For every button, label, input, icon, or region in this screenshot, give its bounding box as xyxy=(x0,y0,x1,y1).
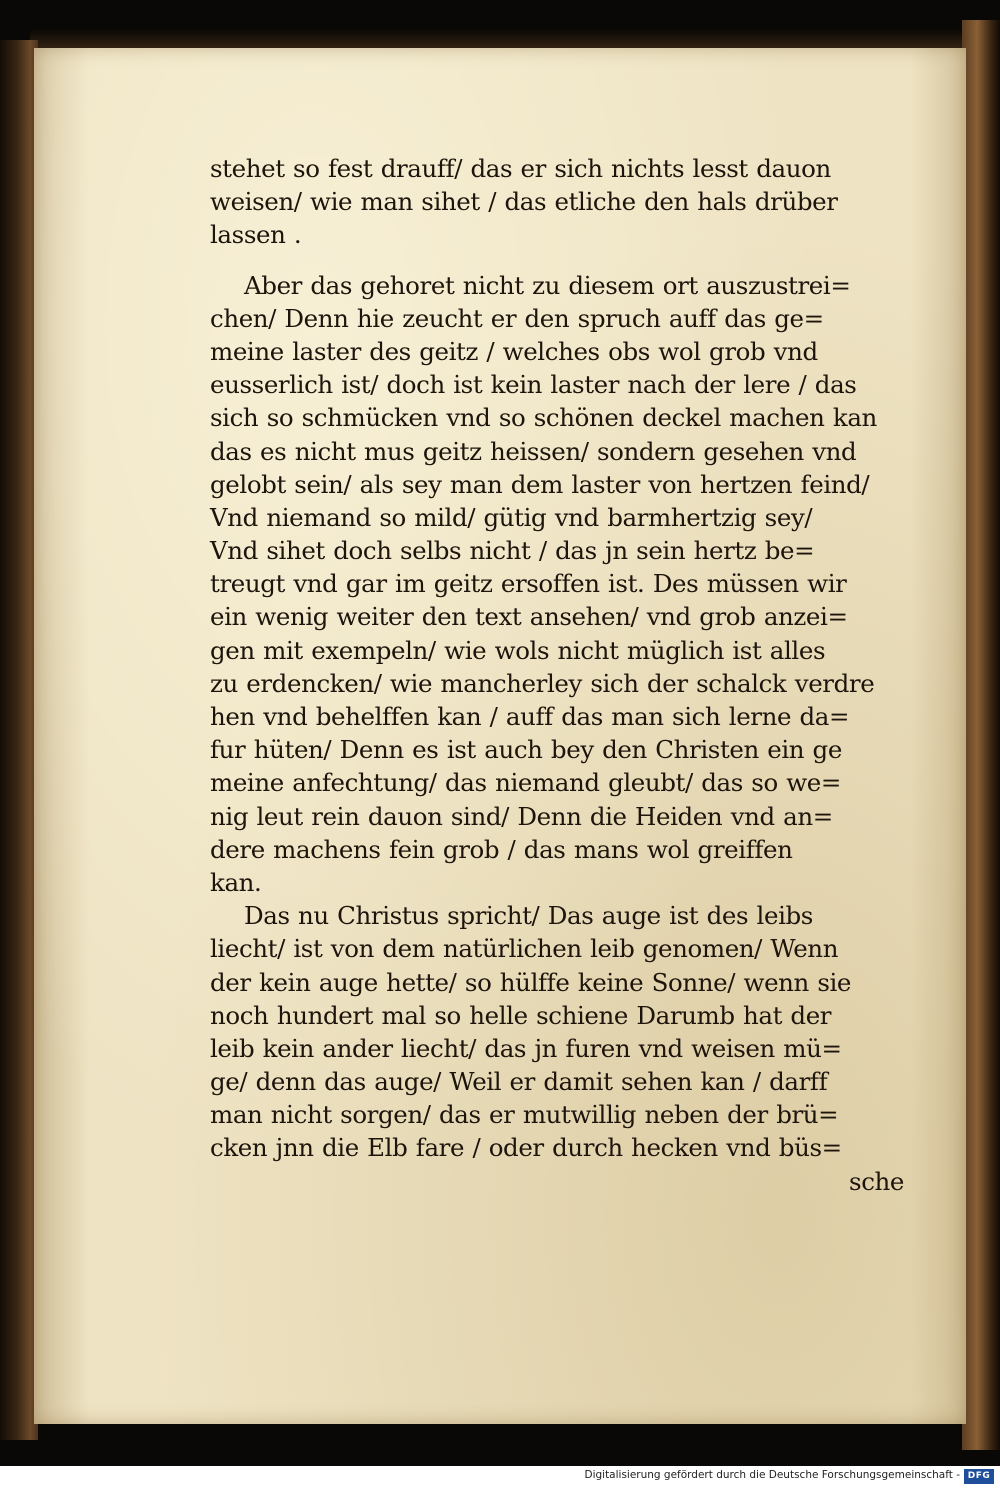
text-line: man nicht sorgen/ das er mutwillig neben der brü= xyxy=(210,1100,839,1130)
catchword: sche xyxy=(849,1166,904,1196)
text-line: der kein auge hette/ so hülffe keine Sonne/ wenn sie xyxy=(210,967,852,997)
book-cover-right-edge xyxy=(962,20,1000,1450)
text-line: nig leut rein dauon sind/ Denn die Heiden vnd an= xyxy=(210,801,833,831)
text-line: meine laster des geitz / welches obs wol grob vnd xyxy=(210,336,818,366)
text-line: cken jnn die Elb fare / oder durch hecken vnd büs= xyxy=(210,1133,842,1163)
text-line: zu erdencken/ wie mancherley sich der schalck verdre xyxy=(210,668,875,698)
dfg-logo-icon: DFG xyxy=(964,1469,994,1484)
text-line: ge/ denn das auge/ Weil er damit sehen kan / darff xyxy=(210,1067,828,1097)
text-line: lassen . xyxy=(210,220,302,250)
text-line: das es nicht mus geitz heissen/ sondern gesehen vnd xyxy=(210,436,857,466)
text-line: gen mit exempeln/ wie wols nicht müglich ist alles xyxy=(210,635,826,665)
text-line: sich so schmücken vnd so schönen deckel machen kan xyxy=(210,403,877,433)
text-line: ein wenig weiter den text ansehen/ vnd grob anzei= xyxy=(210,602,848,632)
text-line: noch hundert mal so helle schiene Darumb hat der xyxy=(210,1000,832,1030)
text-line: eusserlich ist/ doch ist kein laster nach der lere / das xyxy=(210,370,857,400)
text-line: Vnd sihet doch selbs nicht / das jn sein hertz be= xyxy=(210,536,815,566)
text-line: weisen/ wie man sihet / das etliche den hals drüber xyxy=(210,187,838,217)
text-line: treugt vnd gar im geitz ersoffen ist. Des müssen wir xyxy=(210,569,847,599)
text-line: Das nu Christus spricht/ Das auge ist des leibs xyxy=(244,901,813,931)
text-line: kan. xyxy=(210,867,262,897)
text-line: Aber das gehoret nicht zu diesem ort auszustrei= xyxy=(244,270,851,300)
text-line: Vnd niemand so mild/ gütig vnd barmhertzig sey/ xyxy=(210,502,813,532)
text-line: chen/ Denn hie zeucht er den spruch auff das ge= xyxy=(210,303,824,333)
funding-credit: Digitalisierung gefördert durch die Deutsche Forschungsgemeinschaft - xyxy=(584,1469,960,1481)
text-line: leib kein ander liecht/ das jn furen vnd weisen mü= xyxy=(210,1033,842,1063)
text-line: stehet so fest drauff/ das er sich nichts lesst dauon xyxy=(210,154,831,183)
text-line: dere machens fein grob / das mans wol greiffen xyxy=(210,834,793,864)
text-line: hen vnd behelffen kan / auff das man sich lerne da= xyxy=(210,702,850,731)
text-line: gelobt sein/ als sey man dem laster von hertzen feind/ xyxy=(210,469,870,499)
footer-bar xyxy=(0,1466,1000,1488)
book-cover-left-edge xyxy=(0,40,38,1440)
page-text-block xyxy=(210,152,910,1198)
paragraph-gap xyxy=(210,252,910,269)
text-line: meine anfechtung/ das niemand gleubt/ das so we= xyxy=(210,768,841,798)
text-line: liecht/ ist von dem natürlichen leib genomen/ Wenn xyxy=(210,934,839,964)
text-line: fur hüten/ Denn es ist auch bey den Christen ein ge xyxy=(210,735,842,765)
